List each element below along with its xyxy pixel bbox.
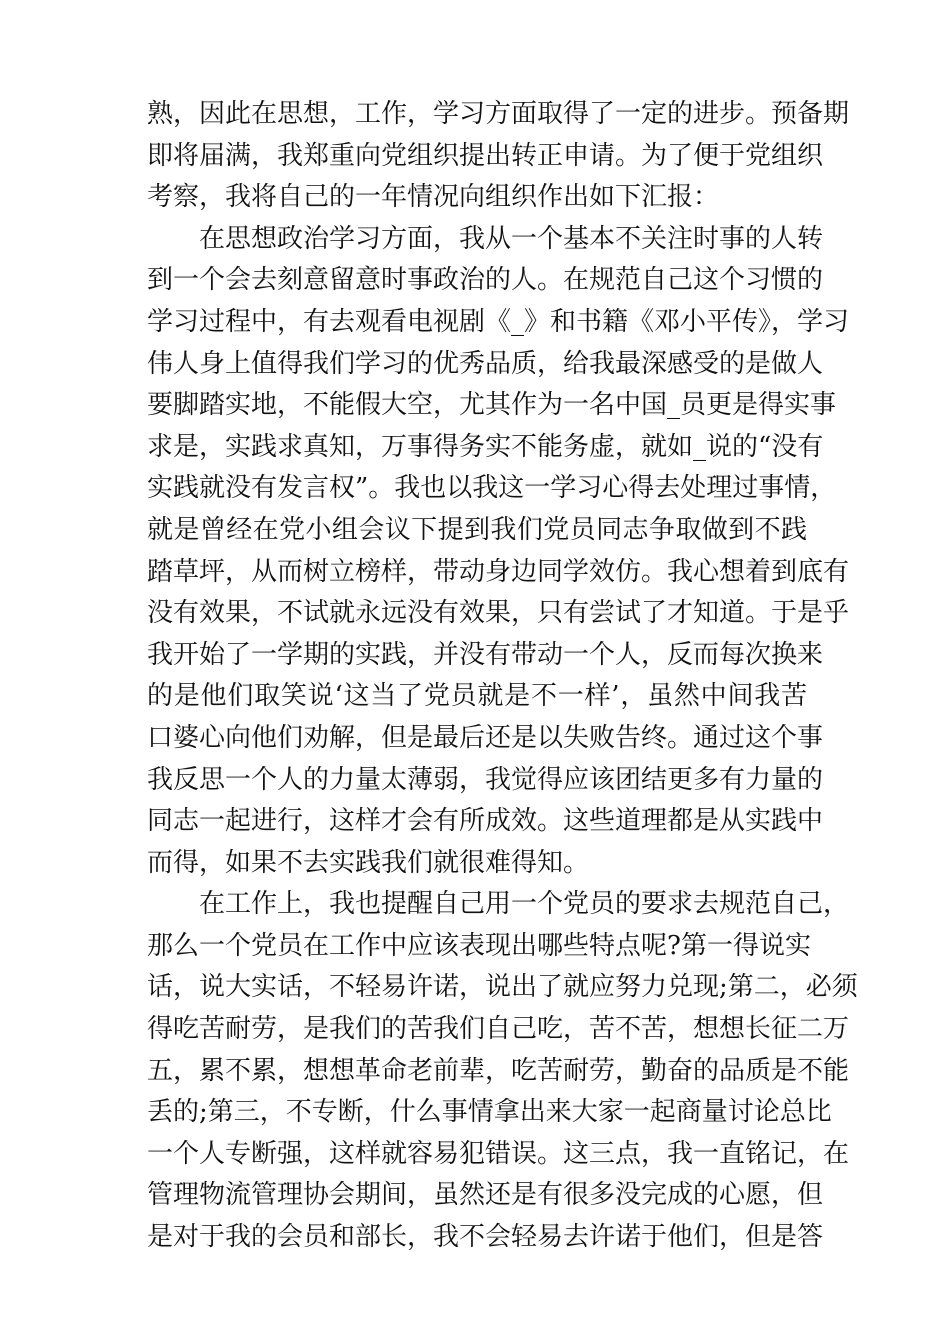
text-line: 得吃苦耐劳，是我们的苦我们自己吃，苦不苦，想想长征二万	[147, 1014, 850, 1045]
text-line: 我反思一个人的力量太薄弱，我觉得应该团结更多有力量的	[147, 764, 824, 795]
text-line: 即将届满，我郑重向党组织提出转正申请。为了便于党组织	[147, 140, 824, 171]
text-line: 学习过程中，有去观看电视剧《_》和书籍《邓小平传》，学习	[147, 306, 850, 337]
text-line: 的是他们取笑说‘这当了党员就是不一样’，虽然中间我苦	[147, 681, 807, 712]
text-line: 熟，因此在思想，工作，学习方面取得了一定的进步。预备期	[147, 99, 850, 129]
body-text	[147, 94, 858, 1259]
text-line: 就是曾经在党小组会议下提到我们党员同志争取做到不践	[147, 514, 807, 545]
text-line: 口婆心向他们劝解，但是最后还是以失败告终。通过这个事	[147, 722, 824, 753]
text-line: 管理物流管理协会期间，虽然还是有很多没完成的心愿，但	[147, 1180, 824, 1211]
text-line: 实践就没有发言权”。我也以我这一学习心得去处理过事情，	[147, 473, 837, 504]
text-line: 五，累不累，想想革命老前辈，吃苦耐劳，勤奋的品质是不能	[147, 1055, 850, 1086]
text-line: 没有效果，不试就永远没有效果，只有尝试了才知道。于是乎	[147, 598, 850, 629]
text-line: 我开始了一学期的实践，并没有带动一个人，反而每次换来	[147, 639, 824, 670]
text-line: 伟人身上值得我们学习的优秀品质，给我最深感受的是做人	[147, 348, 824, 379]
text-line: 而得，如果不去实践我们就很难得知。	[147, 847, 590, 878]
text-line: 考察，我将自己的一年情况向组织作出如下汇报：	[147, 182, 720, 213]
text-line: 求是，实践求真知，万事得务实不能务虚，就如_说的“没有	[147, 431, 824, 462]
text-line: 话，说大实话，不轻易许诺，说出了就应努力兑现;第二，必须	[147, 972, 858, 1003]
paragraph-first-line: 在工作上，我也提醒自己用一个党员的要求去规范自己，	[199, 889, 850, 920]
text-line: 是对于我的会员和部长，我不会轻易去许诺于他们，但是答	[147, 1222, 824, 1253]
text-line: 那么一个党员在工作中应该表现出哪些特点呢?第一得说实	[147, 930, 811, 961]
paragraph-first-line: 在思想政治学习方面，我从一个基本不关注时事的人转	[199, 223, 824, 254]
text-line: 丢的;第三，不专断，什么事情拿出来大家一起商量讨论总比	[147, 1097, 832, 1128]
text-line: 一个人专断强，这样就容易犯错误。这三点，我一直铭记，在	[147, 1138, 850, 1169]
text-line: 要脚踏实地，不能假大空，尤其作为一名中国_员更是得实事	[147, 390, 837, 421]
text-line: 同志一起进行，这样才会有所成效。这些道理都是从实践中	[147, 806, 824, 837]
text-line: 踏草坪，从而树立榜样，带动身边同学效仿。我心想着到底有	[147, 556, 850, 587]
text-line: 到一个会去刻意留意时事政治的人。在规范自己这个习惯的	[147, 265, 824, 296]
